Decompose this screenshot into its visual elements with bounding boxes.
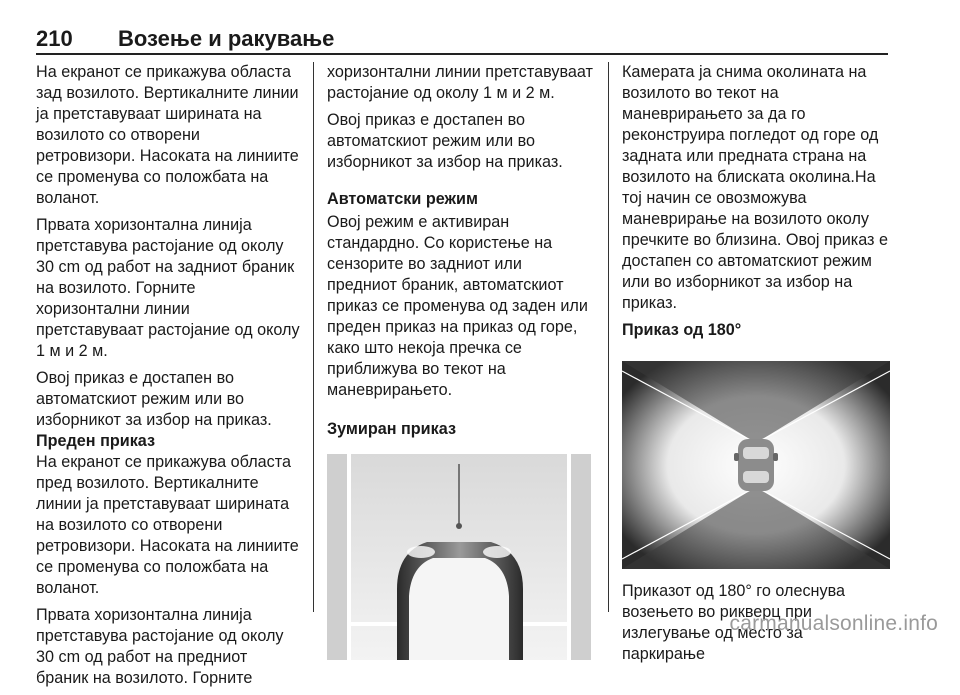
chapter-title: Возење и ракување bbox=[118, 26, 335, 51]
left-curb bbox=[327, 454, 349, 660]
column-divider-1 bbox=[313, 62, 314, 612]
left-mirror bbox=[734, 453, 739, 461]
column-2 bbox=[327, 62, 595, 660]
page-number: 210 bbox=[36, 26, 73, 51]
sensor-dot bbox=[456, 523, 462, 529]
car-rear-window bbox=[743, 471, 769, 483]
car-180-degree-view-illustration bbox=[622, 361, 890, 569]
left-headlight bbox=[407, 546, 435, 558]
car-zoomed-top-view-illustration bbox=[327, 454, 591, 660]
right-mirror bbox=[773, 453, 778, 461]
front-lines-continued: хоризонтални линии претставуваат растојание од околу 1 м и 2 м. bbox=[327, 63, 593, 102]
view-180-description: Приказот од 180° го олеснува возењето во рикверц при излегување од место за паркирање bbox=[622, 582, 845, 663]
page-header bbox=[36, 20, 888, 54]
right-curb bbox=[569, 454, 591, 660]
auto-mode-heading: Автоматски режим bbox=[327, 190, 478, 208]
view-180-heading: Приказ од 180° bbox=[622, 321, 742, 339]
front-view-description: На екранот се прикажува областа пред возилото. Вертикалните линии ја претставуваат ширината на возилото со отворени ретровизори. Насоката на линиите се променува со положбата на воланот. bbox=[36, 453, 299, 597]
rear-lines-description: Првата хоризонтална линија претставува растојание од околу 30 cm од работ на задниот браник на возилото. Горните хоризонтални линии претставуваат растојание од околу 1 м и 2 м. bbox=[36, 216, 300, 360]
header-rule bbox=[36, 53, 888, 55]
column-3 bbox=[622, 62, 890, 671]
column-1 bbox=[36, 62, 300, 695]
car-windshield bbox=[743, 447, 769, 459]
front-lines-description: Првата хоризонтална линија претставува растојание од околу 30 cm од работ на предниот браник на возилото. Горните bbox=[36, 606, 284, 687]
car-top-view bbox=[738, 439, 774, 491]
front-view-heading: Преден приказ bbox=[36, 432, 156, 450]
rear-availability-note: Овој приказ е достапен во автоматскиот режим или во изборникот за избор на приказ. bbox=[36, 369, 272, 429]
column-divider-2 bbox=[608, 62, 609, 612]
car-hood bbox=[409, 558, 509, 660]
front-availability-note: Овој приказ е достапен во автоматскиот режим или во изборникот за избор на приказ. bbox=[327, 111, 563, 171]
camera-description: Камерата ја снима околината на возилото во текот на маневрирањето за да го реконструира погледот од горе од задната или предната страна на возилото на блиската околина.На тој начин се овозможува маневрирање на возилото околу пречките во близина. Овој приказ е достапен со автоматскиот режим или во изборникот за избор на приказ. bbox=[622, 63, 888, 312]
auto-mode-description: Овој режим е активиран стандардно. Со користење на сензорите во задниот или предниот браник, автоматскиот приказ се променува од заден или преден приказ на приказ од горе, како што некоја пречка се приближува во текот на маневрирањето. bbox=[327, 213, 588, 399]
zoomed-view-heading: Зумиран приказ bbox=[327, 420, 456, 438]
right-headlight bbox=[483, 546, 511, 558]
rear-view-description: На екранот се прикажува областа зад возилото. Вертикалните линии ја претставуваат ширината на возилото со отворени ретровизори. Насоката на линиите се променува со положбата на воланот. bbox=[36, 63, 299, 207]
site-watermark: carmanualsonline.info bbox=[729, 612, 938, 635]
